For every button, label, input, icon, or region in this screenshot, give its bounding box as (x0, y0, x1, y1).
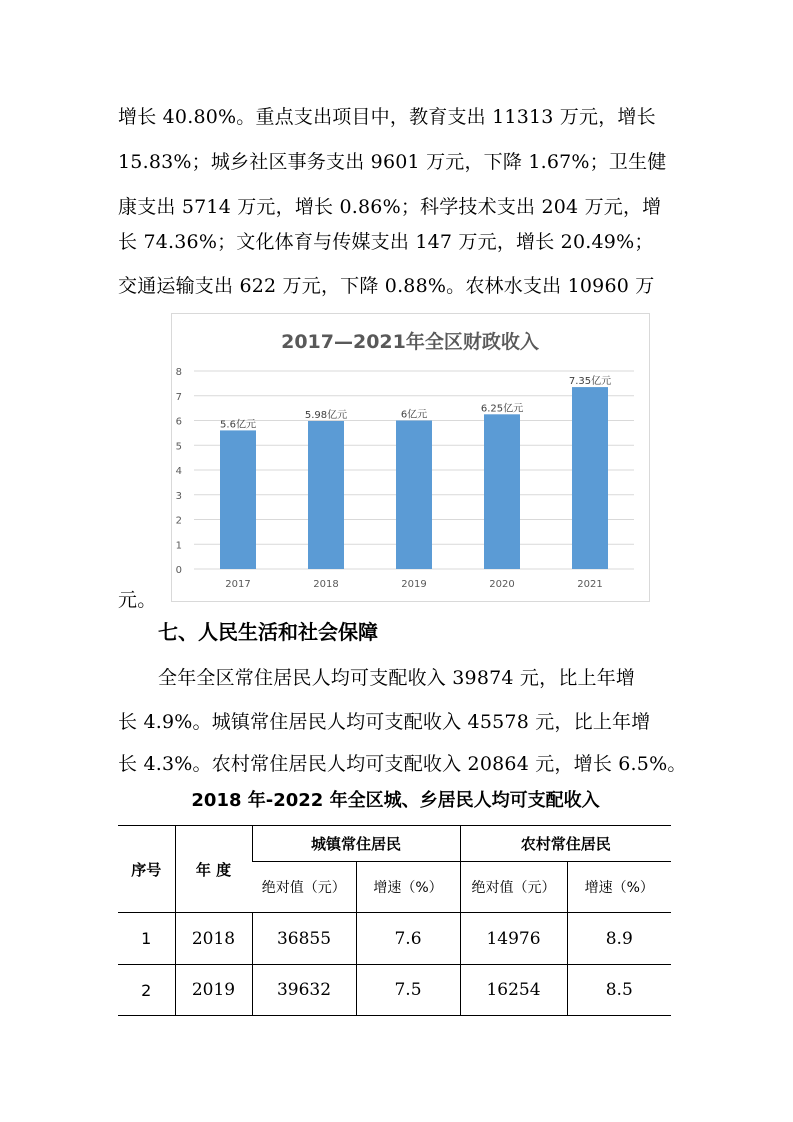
x-tick-label: 2020 (489, 579, 515, 590)
header-rural-abs: 绝对值（元） (460, 862, 567, 913)
header-rural-rate: 增速（%） (567, 862, 671, 913)
section-heading: 七、人民生活和社会保障 (158, 620, 378, 644)
y-tick-label: 5 (175, 441, 182, 453)
row-rural-rate: 8.5 (567, 965, 671, 1016)
row-seq: 1 (118, 913, 175, 965)
value-label: 6.25亿元 (480, 403, 524, 415)
row-year: 2019 (175, 965, 252, 1016)
table-row (118, 913, 671, 965)
value-label: 6亿元 (400, 409, 428, 421)
bar-2019 (396, 421, 432, 570)
y-tick-label: 4 (175, 466, 182, 477)
value-label: 7.35亿元 (568, 376, 612, 388)
paragraph-2-line-3: 长 4.3%。农村常住居民人均可支配收入 20864 元，增长 6.5%。 (118, 753, 687, 775)
row-rural-rate: 8.9 (567, 913, 671, 965)
bar-2017 (220, 430, 256, 569)
bar-2020 (484, 414, 520, 569)
row-rural-abs: 14976 (460, 913, 567, 965)
row-urban-rate: 7.5 (356, 965, 460, 1016)
value-label: 5.6亿元 (220, 419, 256, 431)
row-urban-rate: 7.6 (356, 913, 460, 965)
bar-2018 (308, 421, 344, 569)
y-tick-label: 3 (175, 490, 182, 502)
x-tick-label: 2019 (401, 579, 427, 590)
paragraph-1-line-5: 交通运输支出 622 万元，下降 0.88%。农林水支出 10960 万 (118, 275, 655, 297)
table-header-row-1 (118, 826, 671, 862)
y-tick-label: 7 (175, 391, 182, 403)
y-tick-label: 0 (175, 565, 182, 576)
paragraph-2-line-1: 全年全区常住居民人均可支配收入 39874 元，比上年增 (158, 667, 636, 689)
chart-title: 2017—2021年全区财政收入 (281, 331, 539, 353)
header-year: 年 度 (175, 826, 252, 913)
paragraph-2-line-2: 长 4.9%。城镇常住居民人均可支配收入 45578 元，比上年增 (118, 711, 651, 733)
paragraph-1-line-3: 康支出 5714 万元，增长 0.86%；科学技术支出 204 万元，增 (118, 196, 662, 218)
x-tick-label: 2018 (313, 579, 339, 590)
y-tick-label: 1 (175, 540, 182, 552)
header-urban-abs: 绝对值（元） (252, 862, 356, 913)
row-year: 2018 (175, 913, 252, 965)
bar-2021 (572, 387, 608, 569)
revenue-chart (171, 313, 650, 602)
y-tick-label: 2 (175, 515, 182, 527)
header-seq: 序号 (118, 826, 175, 913)
paragraph-1-line-2: 15.83%；城乡社区事务支出 9601 万元，下降 1.67%；卫生健 (118, 151, 667, 173)
paragraph-1-line-6: 元。 (118, 589, 157, 611)
table-title: 2018 年-2022 年全区城、乡居民人均可支配收入 (191, 790, 600, 811)
header-rural: 农村常住居民 (460, 826, 671, 862)
income-table (118, 825, 671, 1016)
value-label: 5.98亿元 (304, 409, 348, 421)
row-seq: 2 (118, 965, 175, 1016)
row-urban-abs: 36855 (252, 913, 356, 965)
x-tick-label: 2021 (577, 579, 603, 590)
revenue-chart-svg (172, 314, 649, 601)
paragraph-1-line-1: 增长 40.80%。重点支出项目中，教育支出 11313 万元，增长 (118, 106, 656, 128)
x-tick-label: 2017 (225, 579, 251, 590)
y-tick-label: 6 (175, 416, 182, 428)
table-row (118, 965, 671, 1016)
row-urban-abs: 39632 (252, 965, 356, 1016)
row-rural-abs: 16254 (460, 965, 567, 1016)
paragraph-1-line-4: 长 74.36%；文化体育与传媒支出 147 万元，增长 20.49%； (118, 231, 654, 253)
y-tick-label: 8 (175, 367, 182, 378)
header-urban-rate: 增速（%） (356, 862, 460, 913)
header-urban: 城镇常住居民 (252, 826, 460, 862)
